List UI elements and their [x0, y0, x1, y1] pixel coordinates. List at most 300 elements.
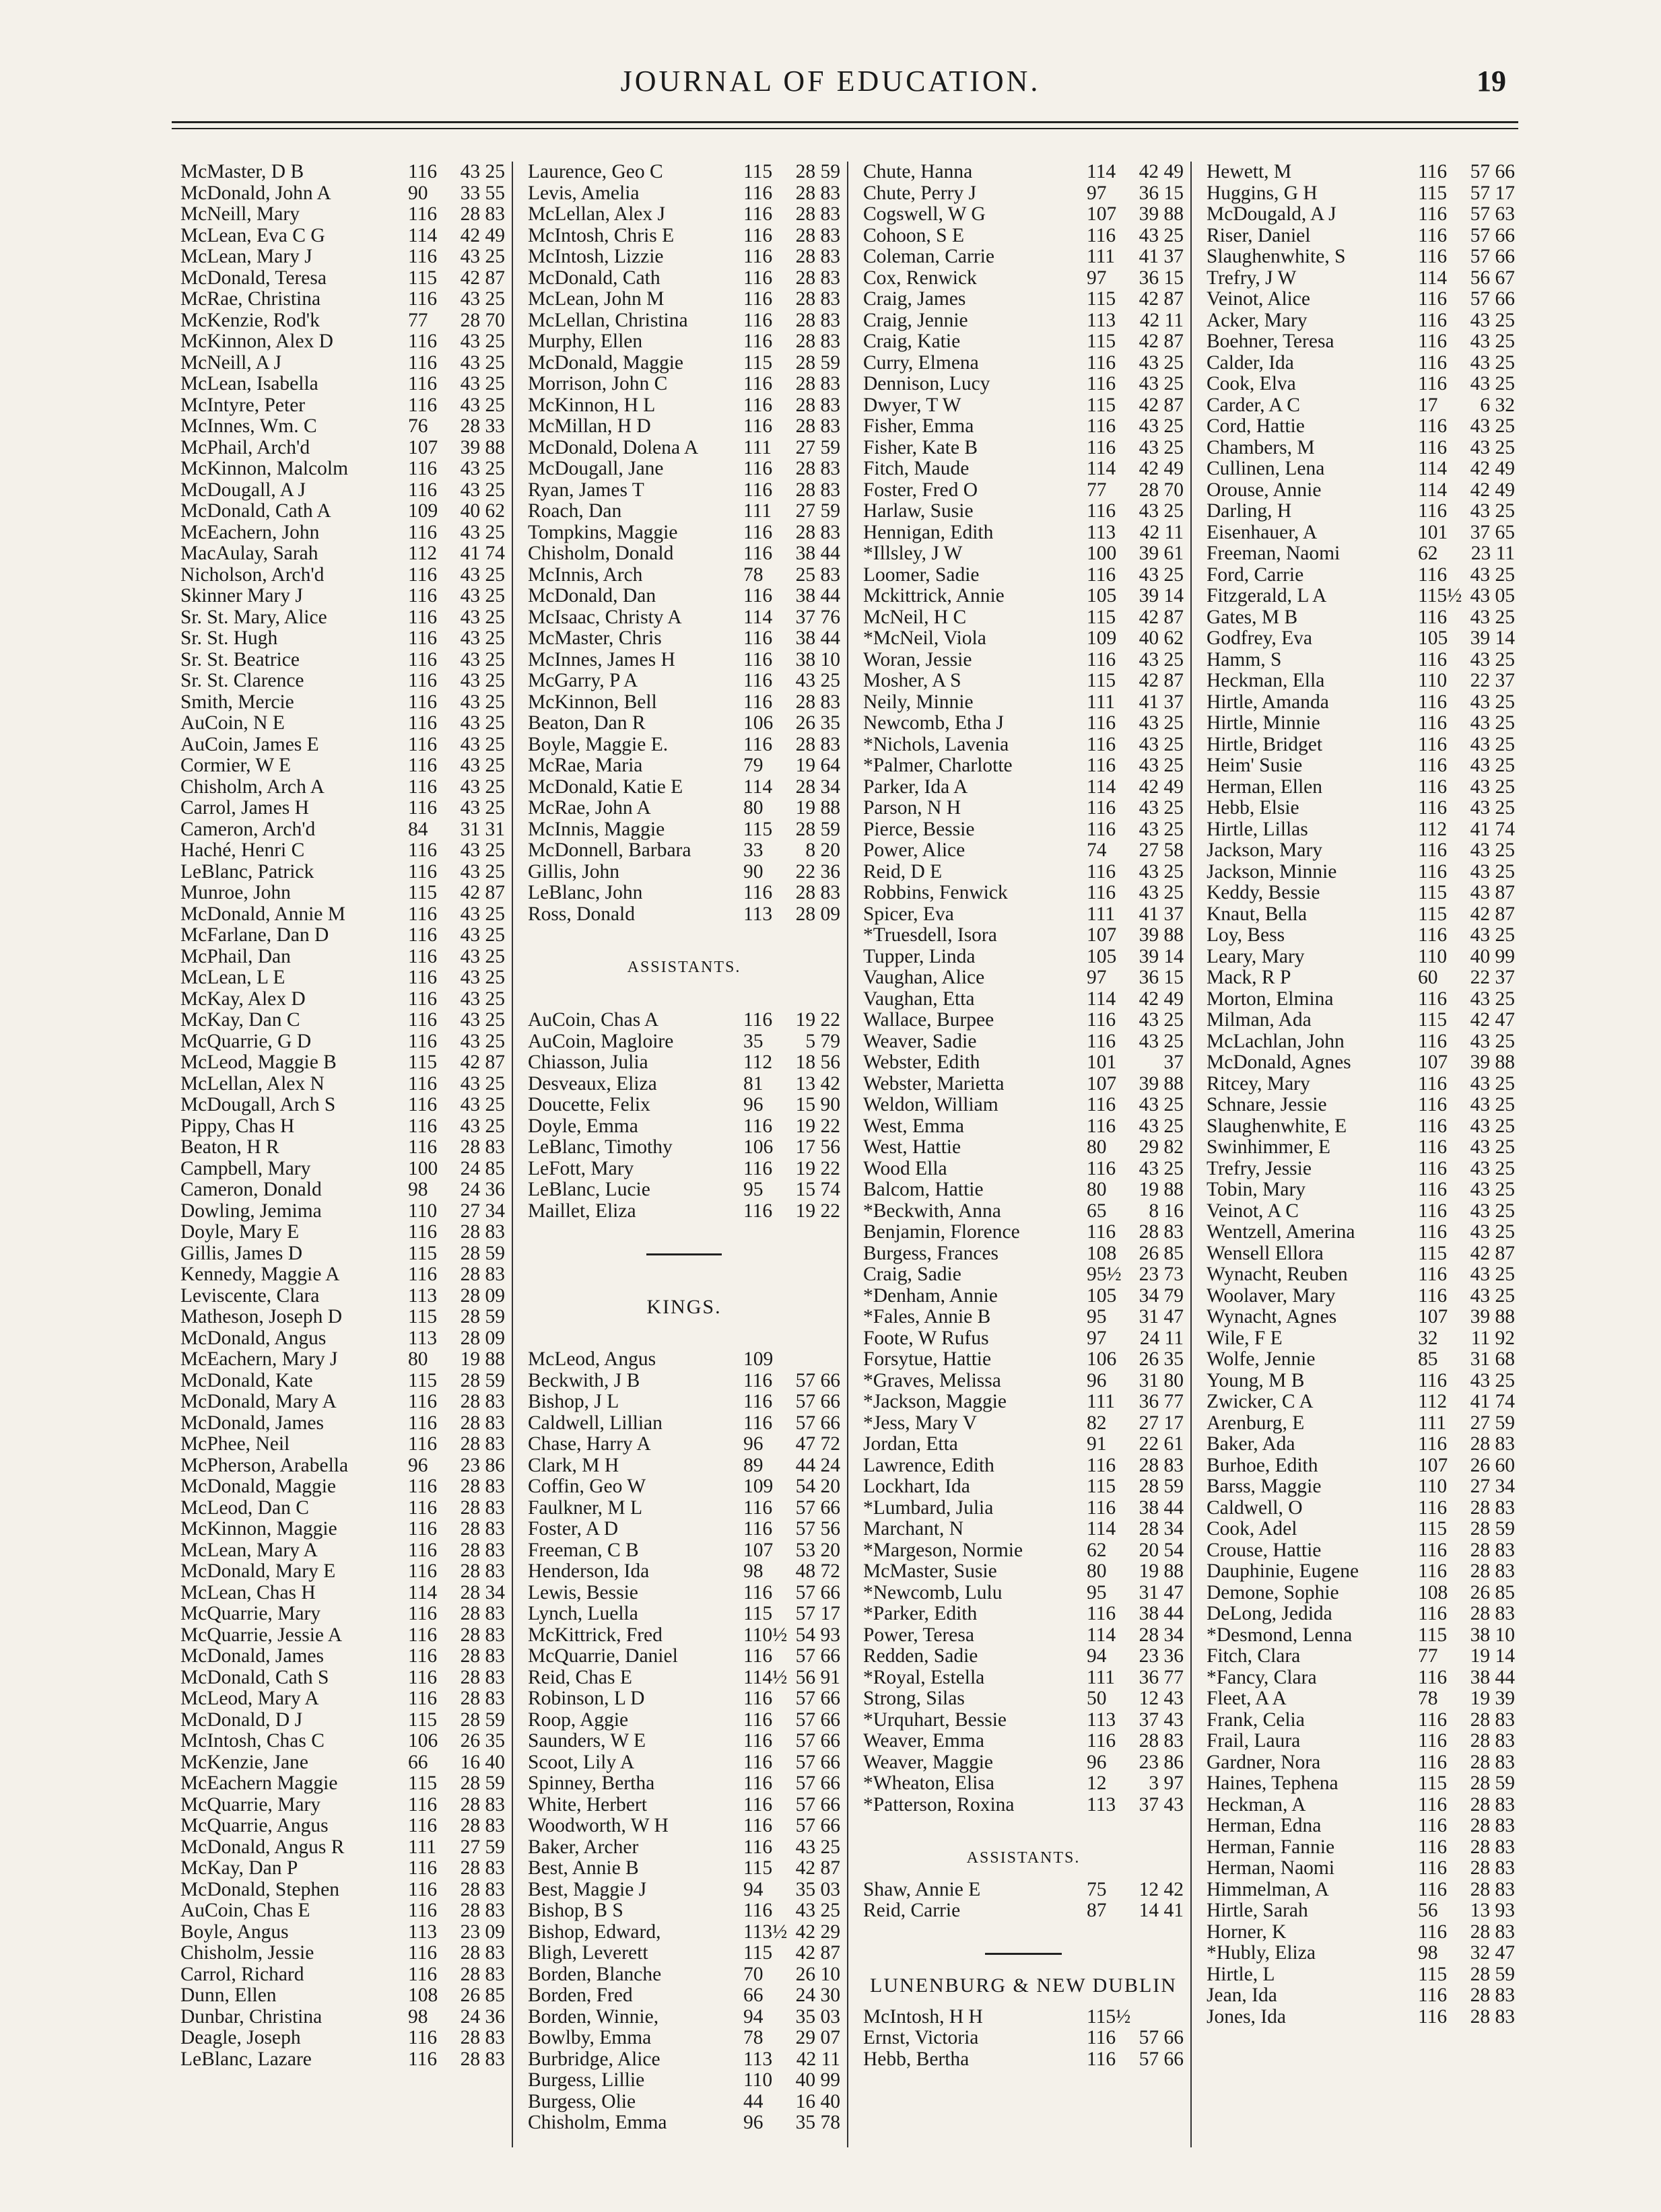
grant-amount: 28 83 — [795, 373, 840, 394]
grant-amount: 28 83 — [1470, 1836, 1515, 1858]
grant-amount: 42 49 — [1470, 479, 1515, 501]
list-item — [863, 734, 1184, 756]
list-item — [528, 1498, 840, 1519]
teacher-name: Cook, Adel — [1207, 1519, 1297, 1540]
grant-amount: 43 25 — [460, 479, 505, 501]
teacher-name: Fleet, A A — [1207, 1688, 1287, 1709]
grant-amount: 27 59 — [795, 500, 840, 522]
teacher-name: Knaut, Bella — [1207, 903, 1308, 925]
days-taught: 116 — [743, 1708, 773, 1731]
teacher-name: Heckman, A — [1207, 1794, 1306, 1816]
teacher-name: McLean, John M — [528, 289, 665, 310]
days-taught: 116 — [408, 1963, 438, 1985]
days-taught: 101 — [1087, 1051, 1117, 1073]
teacher-name: Power, Alice — [863, 840, 965, 861]
list-item — [528, 183, 840, 205]
list-item — [863, 1052, 1184, 1074]
grant-amount: 28 83 — [1470, 1433, 1515, 1455]
grant-amount: 28 83 — [795, 394, 840, 416]
teacher-name: Gillis, John — [528, 861, 620, 883]
teacher-name: McDonald, Teresa — [180, 267, 327, 289]
list-item — [863, 310, 1184, 332]
list-item — [863, 1519, 1184, 1540]
teacher-name: Hewett, M — [1207, 162, 1292, 182]
list-item — [180, 862, 505, 883]
list-item — [863, 1625, 1184, 1647]
grant-amount: 8 20 — [805, 839, 840, 861]
grant-amount: 28 83 — [460, 2048, 505, 2070]
days-taught: 82 — [1087, 1412, 1107, 1434]
teacher-name: Trefry, J W — [1207, 267, 1297, 289]
teacher-name: Spinney, Bertha — [528, 1773, 655, 1794]
list-item — [1207, 1922, 1515, 1943]
list-item — [528, 904, 840, 926]
list-item — [863, 798, 1184, 819]
teacher-name: McDonald, Maggie — [528, 352, 684, 374]
teacher-name: Redden, Sadie — [863, 1646, 978, 1667]
days-taught: 116 — [1418, 1836, 1448, 1858]
grant-amount: 31 80 — [1139, 1369, 1184, 1391]
grant-amount: 19 88 — [1139, 1560, 1184, 1582]
teacher-name: McLellan, Christina — [528, 310, 688, 331]
days-taught: 116 — [743, 1581, 773, 1603]
days-taught: 116 — [408, 691, 438, 713]
grant-amount: 43 25 — [795, 1836, 840, 1858]
list-item — [180, 1773, 505, 1795]
list-item — [1207, 1879, 1515, 1901]
days-taught: 116 — [743, 203, 773, 225]
days-taught: 115 — [1418, 903, 1448, 925]
days-taught: 116 — [1418, 1179, 1448, 1200]
days-taught: 98 — [1418, 1942, 1438, 1964]
grant-amount: 43 25 — [1470, 648, 1515, 670]
grant-amount: 6 32 — [1480, 394, 1515, 416]
days-taught: 116 — [743, 1412, 773, 1434]
days-taught: 116 — [1087, 797, 1116, 819]
grant-amount: 43 25 — [460, 775, 505, 798]
teacher-name: McQuarrie, Daniel — [528, 1646, 678, 1667]
teacher-name: Dowling, Jemima — [180, 1200, 322, 1222]
teacher-name: Cohoon, S E — [863, 225, 964, 246]
days-taught: 90 — [743, 860, 764, 883]
teacher-name: Beckwith, J B — [528, 1370, 640, 1391]
days-taught: 106 — [743, 712, 774, 734]
grant-amount: 28 09 — [460, 1284, 505, 1307]
list-item — [180, 1328, 505, 1350]
grant-amount: 43 25 — [1470, 924, 1515, 946]
teacher-name: Frail, Laura — [1207, 1731, 1301, 1752]
grant-amount: 42 87 — [795, 1857, 840, 1879]
teacher-name: Boehner, Teresa — [1207, 331, 1334, 352]
teacher-name: McGarry, P A — [528, 670, 638, 691]
list-item — [180, 755, 505, 777]
days-taught: 114 — [1087, 458, 1116, 479]
grant-amount: 12 43 — [1139, 1688, 1184, 1709]
teacher-name: Maillet, Eliza — [528, 1200, 636, 1222]
days-taught: 106 — [743, 1136, 774, 1158]
list-item — [180, 1795, 505, 1816]
grant-amount: 27 34 — [1470, 1476, 1515, 1497]
teacher-name: Pippy, Chas H — [180, 1115, 295, 1137]
teacher-name: Arenburg, E — [1207, 1412, 1305, 1434]
grant-amount: 28 34 — [460, 1581, 505, 1603]
teacher-name: McDonald, Angus — [180, 1327, 327, 1349]
grant-amount: 43 25 — [1139, 1030, 1184, 1052]
grant-amount: 36 15 — [1139, 267, 1184, 289]
teacher-name: Forsytue, Hattie — [863, 1349, 992, 1370]
days-taught: 116 — [743, 1688, 773, 1709]
days-taught: 115 — [408, 1051, 438, 1073]
days-taught: 116 — [408, 1496, 438, 1519]
grant-amount: 42 49 — [1139, 775, 1184, 798]
teacher-name: McRae, Maria — [528, 755, 643, 776]
grant-amount: 42 49 — [1139, 988, 1184, 1010]
list-item — [863, 1498, 1184, 1519]
days-taught: 116 — [408, 351, 438, 374]
list-item — [863, 204, 1184, 226]
grant-amount: 43 25 — [1470, 436, 1515, 458]
days-taught: 80 — [1087, 1136, 1107, 1158]
list-item — [528, 2092, 840, 2113]
grant-amount: 57 66 — [1470, 246, 1515, 267]
days-taught: 116 — [1418, 1560, 1448, 1582]
teacher-name: McDonnell, Barbara — [528, 840, 691, 861]
days-taught: 116 — [1418, 733, 1448, 755]
grant-amount: 43 25 — [1470, 797, 1515, 819]
days-taught: 116 — [743, 309, 773, 331]
days-taught: 116 — [1418, 839, 1448, 861]
days-taught: 116 — [1418, 924, 1448, 946]
grant-amount: 28 83 — [1470, 1878, 1515, 1900]
grant-amount: 43 25 — [1139, 818, 1184, 840]
teacher-name: *Urquhart, Bessie — [863, 1709, 1007, 1731]
days-taught: 116 — [743, 479, 773, 501]
list-item — [528, 1201, 840, 1222]
grant-amount: 43 25 — [1470, 1179, 1515, 1200]
grant-amount: 38 44 — [795, 627, 840, 649]
grant-amount: 43 25 — [460, 458, 505, 479]
list-item — [528, 586, 840, 607]
days-taught: 115 — [743, 161, 773, 182]
page-header — [0, 64, 1661, 104]
grant-amount: 35 03 — [795, 1878, 840, 1900]
days-taught: 111 — [1418, 1412, 1447, 1434]
teacher-name: Ryan, James T — [528, 479, 644, 501]
grant-amount: 43 25 — [460, 903, 505, 925]
days-taught: 116 — [743, 733, 773, 755]
teacher-name: Lawrence, Edith — [863, 1455, 994, 1476]
days-taught: 107 — [408, 436, 438, 458]
grant-amount: 38 44 — [1139, 1496, 1184, 1519]
teacher-name: Doyle, Emma — [528, 1115, 638, 1137]
teacher-name: LeBlanc, Timothy — [528, 1137, 673, 1158]
days-taught: 115 — [408, 882, 438, 903]
grant-amount: 33 55 — [460, 182, 505, 204]
list-item — [528, 607, 840, 629]
grant-amount: 28 59 — [1470, 1518, 1515, 1540]
teacher-name: McMaster, Susie — [863, 1561, 997, 1582]
grant-amount: 28 83 — [795, 203, 840, 225]
days-taught: 116 — [743, 394, 773, 416]
list-item — [180, 777, 505, 798]
list-item — [863, 353, 1184, 374]
list-item — [1207, 1455, 1515, 1477]
teacher-name: Tobin, Mary — [1207, 1179, 1306, 1200]
spacer — [528, 989, 840, 1010]
list-item — [180, 1391, 505, 1413]
list-item — [863, 1540, 1184, 1562]
teacher-name: McKinnon, H L — [528, 394, 656, 416]
grant-amount: 57 66 — [795, 1688, 840, 1709]
list-item — [1207, 1371, 1515, 1392]
days-taught: 107 — [1087, 203, 1117, 225]
days-taught: 116 — [1418, 1264, 1448, 1285]
grant-amount: 43 25 — [1470, 1284, 1515, 1307]
grant-amount: 43 25 — [1470, 1200, 1515, 1222]
teacher-name: Milman, Ada — [1207, 1010, 1312, 1031]
teacher-name: McPhail, Dan — [180, 946, 291, 967]
list-item — [528, 1413, 840, 1435]
list-item — [863, 1222, 1184, 1243]
list-item — [1207, 522, 1515, 544]
days-taught: 77 — [1418, 1645, 1438, 1667]
days-taught: 116 — [743, 288, 773, 310]
teacher-name: McKay, Alex D — [180, 988, 306, 1010]
days-taught: 116 — [1418, 860, 1448, 883]
grant-amount: 43 25 — [1470, 1264, 1515, 1285]
teacher-name: Gates, M B — [1207, 607, 1298, 628]
list-item — [1207, 204, 1515, 226]
list-item — [863, 162, 1184, 183]
teacher-name: Morton, Elmina — [1207, 988, 1334, 1010]
days-taught: 116 — [408, 1688, 438, 1709]
teacher-name: Weaver, Emma — [863, 1731, 984, 1752]
teacher-name: Morrison, John C — [528, 374, 668, 394]
days-taught: 116 — [1087, 712, 1116, 734]
grant-amount: 28 34 — [1139, 1518, 1184, 1540]
grant-amount: 28 83 — [460, 1688, 505, 1709]
list-item — [1207, 1583, 1515, 1604]
teacher-name: Sr. St. Hugh — [180, 628, 278, 649]
grant-amount: 16 40 — [795, 2090, 840, 2112]
list-item — [180, 1116, 505, 1138]
days-taught: 116 — [1418, 351, 1448, 374]
teacher-name: Webster, Marietta — [863, 1073, 1005, 1095]
list-item — [863, 946, 1184, 968]
list-item — [528, 1964, 840, 1986]
list-item — [863, 1201, 1184, 1222]
list-item — [863, 501, 1184, 522]
list-item — [1207, 1286, 1515, 1307]
days-taught: 114 — [1087, 161, 1116, 182]
grant-amount: 43 25 — [460, 839, 505, 861]
grant-amount: 43 87 — [1470, 882, 1515, 903]
teacher-name: Beaton, H R — [180, 1137, 279, 1158]
list-item — [180, 1837, 505, 1859]
teacher-name: McDonald, Maggie — [180, 1476, 337, 1497]
list-item — [528, 2007, 840, 2028]
grant-amount: 41 37 — [1139, 903, 1184, 925]
teacher-name: Carrol, Richard — [180, 1964, 304, 1985]
days-taught: 116 — [743, 691, 773, 713]
list-item — [1207, 1858, 1515, 1879]
teacher-name: McIntosh, Chas C — [180, 1731, 325, 1752]
list-item — [1207, 692, 1515, 714]
teacher-name: Heim' Susie — [1207, 755, 1303, 776]
list-item — [863, 1243, 1184, 1265]
grant-amount: 48 72 — [795, 1560, 840, 1582]
grant-amount: 28 83 — [1470, 1984, 1515, 2006]
days-taught: 111 — [1087, 1666, 1116, 1688]
grant-amount: 26 85 — [1470, 1581, 1515, 1603]
days-taught: 116 — [408, 521, 438, 543]
grant-amount: 19 88 — [1139, 1179, 1184, 1200]
teacher-name: Deagle, Joseph — [180, 2028, 301, 2048]
teacher-name: Loy, Bess — [1207, 925, 1285, 946]
days-taught: 116 — [408, 585, 438, 607]
list-item — [180, 819, 505, 841]
grant-amount: 43 25 — [1470, 839, 1515, 861]
list-item — [1207, 946, 1515, 968]
days-taught: 105 — [1087, 945, 1117, 967]
grant-amount: 42 87 — [1139, 606, 1184, 628]
days-taught: 116 — [408, 648, 438, 670]
list-item — [863, 883, 1184, 904]
days-taught: 116 — [1087, 1030, 1116, 1052]
teacher-name: *Wheaton, Elisa — [863, 1773, 994, 1794]
days-taught: 116 — [408, 161, 438, 182]
days-taught: 105 — [1087, 1284, 1117, 1307]
days-taught: 112 — [1418, 818, 1448, 840]
list-item — [1207, 374, 1515, 395]
teacher-name: McDonald, Agnes — [1207, 1052, 1351, 1073]
grant-amount: 56 91 — [795, 1666, 840, 1688]
grant-amount: 28 70 — [1139, 479, 1184, 501]
grant-amount: 28 59 — [460, 1708, 505, 1731]
teacher-name: Reid, Chas E — [528, 1667, 632, 1688]
list-item — [863, 1116, 1184, 1138]
list-item — [180, 925, 505, 946]
grant-amount: 28 83 — [1139, 1221, 1184, 1243]
list-item — [1207, 162, 1515, 183]
days-taught: 79 — [743, 755, 764, 776]
grant-amount: 43 25 — [460, 797, 505, 819]
grant-amount: 39 88 — [1470, 1306, 1515, 1327]
grant-amount: 22 37 — [1470, 670, 1515, 691]
grant-amount: 20 54 — [1139, 1539, 1184, 1561]
list-item — [863, 1646, 1184, 1667]
grant-amount: 42 49 — [1139, 458, 1184, 479]
days-taught: 115 — [743, 1857, 773, 1879]
days-taught: 77 — [408, 309, 428, 331]
grant-amount: 43 25 — [460, 394, 505, 416]
list-item — [528, 416, 840, 438]
list-item — [863, 1349, 1184, 1371]
teacher-name: McDougall, A J — [180, 479, 306, 501]
days-taught: 116 — [1087, 1496, 1116, 1519]
teacher-name: Marchant, N — [863, 1519, 964, 1540]
list-item — [1207, 1179, 1515, 1201]
teacher-name: Trefry, Jessie — [1207, 1158, 1312, 1179]
grant-amount: 42 87 — [1470, 903, 1515, 925]
grant-amount: 43 25 — [460, 670, 505, 691]
days-taught: 109 — [743, 1348, 774, 1370]
days-taught: 116 — [743, 521, 773, 543]
grant-amount: 43 25 — [795, 670, 840, 691]
grant-amount: 14 41 — [1139, 1900, 1184, 1921]
list-item — [528, 628, 840, 650]
teacher-name: Carder, A C — [1207, 394, 1300, 416]
list-item — [1207, 904, 1515, 926]
days-taught: 116 — [1087, 648, 1116, 670]
grant-amount: 17 56 — [795, 1136, 840, 1158]
days-taught: 113 — [408, 1284, 438, 1307]
list-item — [528, 1837, 840, 1859]
teacher-name: Fisher, Emma — [863, 416, 974, 437]
grant-amount: 28 83 — [795, 288, 840, 310]
teacher-name: Tompkins, Maggie — [528, 522, 678, 543]
teacher-name: Sr. St. Mary, Alice — [180, 607, 327, 628]
teacher-name: McIntyre, Peter — [180, 394, 306, 416]
teacher-name: *Denham, Annie — [863, 1285, 998, 1307]
list-item — [1207, 1625, 1515, 1647]
list-item — [528, 2049, 840, 2071]
teacher-name: Bowlby, Emma — [528, 2028, 652, 2048]
grant-amount: 26 85 — [1139, 1242, 1184, 1264]
teacher-name: Chisholm, Emma — [528, 2112, 667, 2133]
list-item — [528, 692, 840, 714]
teacher-name: Young, M B — [1207, 1370, 1305, 1391]
grant-amount: 39 14 — [1139, 585, 1184, 607]
days-taught: 115 — [1418, 182, 1448, 204]
column-1 — [180, 162, 505, 2147]
days-taught: 116 — [743, 1730, 773, 1752]
grant-amount: 57 66 — [795, 1369, 840, 1391]
list-item — [1207, 1222, 1515, 1243]
days-taught: 116 — [1087, 882, 1116, 903]
days-taught: 116 — [1087, 2048, 1116, 2070]
days-taught: 106 — [408, 1730, 438, 1752]
grant-amount: 28 83 — [795, 882, 840, 903]
list-item — [1207, 1943, 1515, 1964]
list-item — [863, 1095, 1184, 1116]
grant-amount: 43 25 — [460, 521, 505, 543]
list-item — [528, 353, 840, 374]
grant-amount: 37 — [1163, 1051, 1184, 1073]
grant-amount: 37 65 — [1470, 521, 1515, 543]
grant-amount: 43 25 — [460, 988, 505, 1010]
list-item — [180, 565, 505, 586]
days-taught: 56 — [1418, 1900, 1438, 1921]
days-taught: 75 — [1087, 1878, 1107, 1900]
grant-amount: 28 09 — [460, 1327, 505, 1349]
days-taught: 112 — [1418, 1391, 1448, 1412]
days-taught: 114 — [1418, 267, 1448, 289]
journal-title: JOURNAL OF EDUCATION. — [620, 65, 1041, 98]
list-item — [180, 331, 505, 353]
list-item — [1207, 1159, 1515, 1180]
grant-amount: 43 25 — [460, 606, 505, 628]
grant-amount: 43 25 — [1470, 1136, 1515, 1158]
list-item — [180, 840, 505, 862]
days-taught: 116 — [743, 1645, 773, 1667]
grant-amount: 43 25 — [1470, 691, 1515, 713]
grant-amount: 36 77 — [1139, 1666, 1184, 1688]
teacher-name: Jordan, Etta — [863, 1434, 958, 1455]
days-taught: 116 — [1418, 224, 1448, 246]
days-taught: 108 — [408, 1984, 438, 2006]
days-taught: 114 — [1087, 1624, 1116, 1646]
